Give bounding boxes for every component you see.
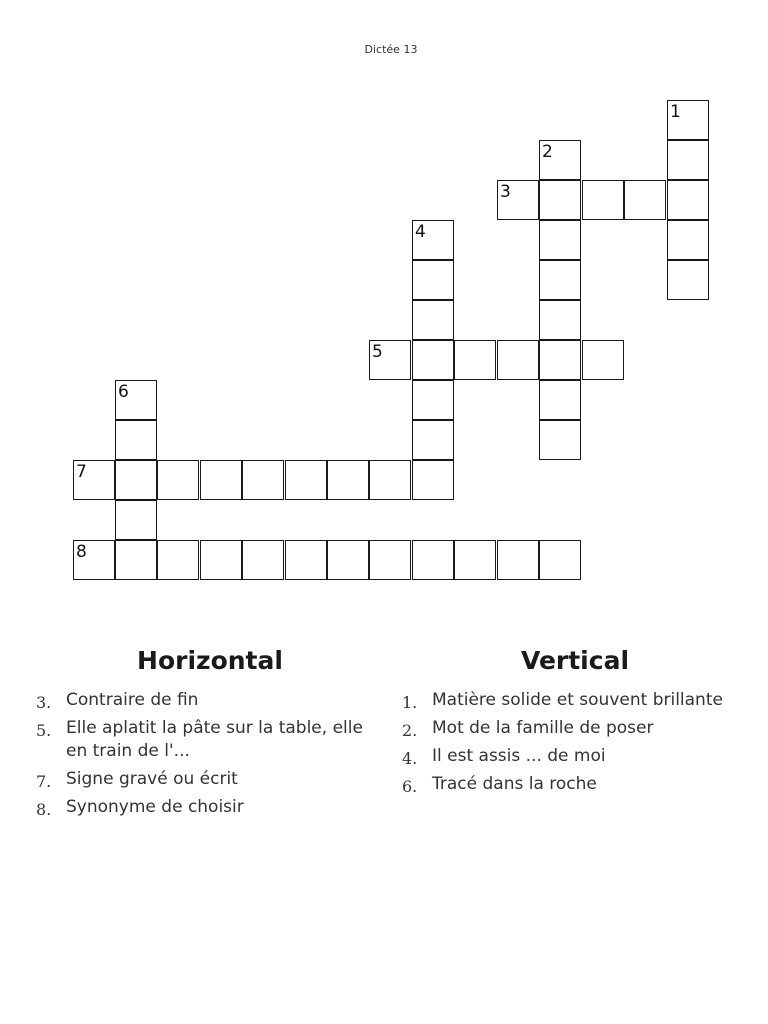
clue-item — [402, 773, 752, 796]
clue-item — [402, 717, 752, 740]
page-title: Dictée 13 — [364, 43, 418, 56]
vertical-heading: Vertical — [520, 646, 630, 675]
grid-cell[interactable] — [115, 420, 157, 460]
clue-number: 4. — [402, 749, 418, 768]
clue-number: 8. — [36, 800, 52, 819]
grid-cell[interactable] — [412, 420, 454, 460]
grid-cell[interactable] — [285, 540, 327, 580]
clue-item — [36, 717, 386, 763]
grid-cell[interactable] — [369, 460, 411, 500]
grid-cell[interactable] — [412, 340, 454, 380]
grid-cell[interactable] — [73, 460, 115, 500]
grid-cell[interactable] — [667, 100, 709, 140]
grid-cell[interactable] — [412, 380, 454, 420]
grid-cell[interactable] — [115, 380, 157, 420]
grid-cell[interactable] — [667, 220, 709, 260]
clue-number: 5. — [36, 721, 52, 740]
clue-item — [36, 796, 386, 819]
vertical-clue-list — [402, 689, 752, 801]
grid-cell[interactable] — [157, 540, 199, 580]
clue-text: Elle aplatit la pâte sur la table, elle en train de l'... — [66, 718, 363, 761]
grid-cell[interactable] — [539, 180, 581, 220]
clue-text: Synonyme de choisir — [66, 797, 244, 817]
grid-cell[interactable] — [497, 540, 539, 580]
grid-cell[interactable] — [412, 260, 454, 300]
grid-cell[interactable] — [454, 340, 496, 380]
cell-number: 5 — [372, 342, 383, 362]
cell-number: 6 — [118, 382, 129, 402]
clue-text: Contraire de fin — [66, 690, 199, 710]
grid-cell[interactable] — [539, 380, 581, 420]
clue-number: 2. — [402, 721, 418, 740]
horizontal-clue-list — [36, 689, 386, 824]
grid-cell[interactable] — [412, 220, 454, 260]
grid-cell[interactable] — [497, 180, 539, 220]
clue-text: Signe gravé ou écrit — [66, 769, 238, 789]
grid-cell[interactable] — [667, 260, 709, 300]
grid-cell[interactable] — [624, 180, 666, 220]
grid-cell[interactable] — [539, 300, 581, 340]
grid-cell[interactable] — [369, 340, 411, 380]
clue-number: 6. — [402, 777, 418, 796]
grid-cell[interactable] — [242, 460, 284, 500]
grid-cell[interactable] — [157, 460, 199, 500]
grid-cell[interactable] — [582, 340, 624, 380]
clue-item — [402, 745, 752, 768]
grid-cell[interactable] — [539, 220, 581, 260]
clue-item — [36, 689, 386, 712]
grid-cell[interactable] — [667, 140, 709, 180]
horizontal-heading: Horizontal — [137, 646, 283, 675]
grid-cell[interactable] — [327, 460, 369, 500]
grid-cell[interactable] — [115, 540, 157, 580]
clue-number: 7. — [36, 772, 52, 791]
cell-number: 1 — [670, 102, 681, 122]
grid-cell[interactable] — [285, 460, 327, 500]
grid-cell[interactable] — [369, 540, 411, 580]
grid-cell[interactable] — [115, 500, 157, 540]
grid-cell[interactable] — [454, 540, 496, 580]
grid-cell[interactable] — [539, 540, 581, 580]
cell-number: 8 — [76, 542, 87, 562]
grid-cell[interactable] — [539, 260, 581, 300]
grid-cell[interactable] — [412, 540, 454, 580]
cell-number: 7 — [76, 462, 87, 482]
clue-number: 3. — [36, 693, 52, 712]
cell-number: 4 — [415, 222, 426, 242]
clue-text: Il est assis ... de moi — [432, 746, 606, 766]
grid-cell[interactable] — [200, 540, 242, 580]
clue-text: Mot de la famille de poser — [432, 718, 654, 738]
clue-text: Matière solide et souvent brillante — [432, 690, 723, 710]
cell-number: 2 — [542, 142, 553, 162]
clue-item — [402, 689, 752, 712]
clue-text: Tracé dans la roche — [432, 774, 597, 794]
grid-cell[interactable] — [497, 340, 539, 380]
clue-item — [36, 768, 386, 791]
grid-cell[interactable] — [242, 540, 284, 580]
grid-cell[interactable] — [539, 140, 581, 180]
grid-cell[interactable] — [115, 460, 157, 500]
grid-cell[interactable] — [582, 180, 624, 220]
grid-cell[interactable] — [327, 540, 369, 580]
grid-cell[interactable] — [412, 460, 454, 500]
grid-cell[interactable] — [200, 460, 242, 500]
grid-cell[interactable] — [667, 180, 709, 220]
clue-number: 1. — [402, 693, 418, 712]
grid-cell[interactable] — [539, 340, 581, 380]
grid-cell[interactable] — [412, 300, 454, 340]
cell-number: 3 — [500, 182, 511, 202]
grid-cell[interactable] — [539, 420, 581, 460]
grid-cell[interactable] — [73, 540, 115, 580]
